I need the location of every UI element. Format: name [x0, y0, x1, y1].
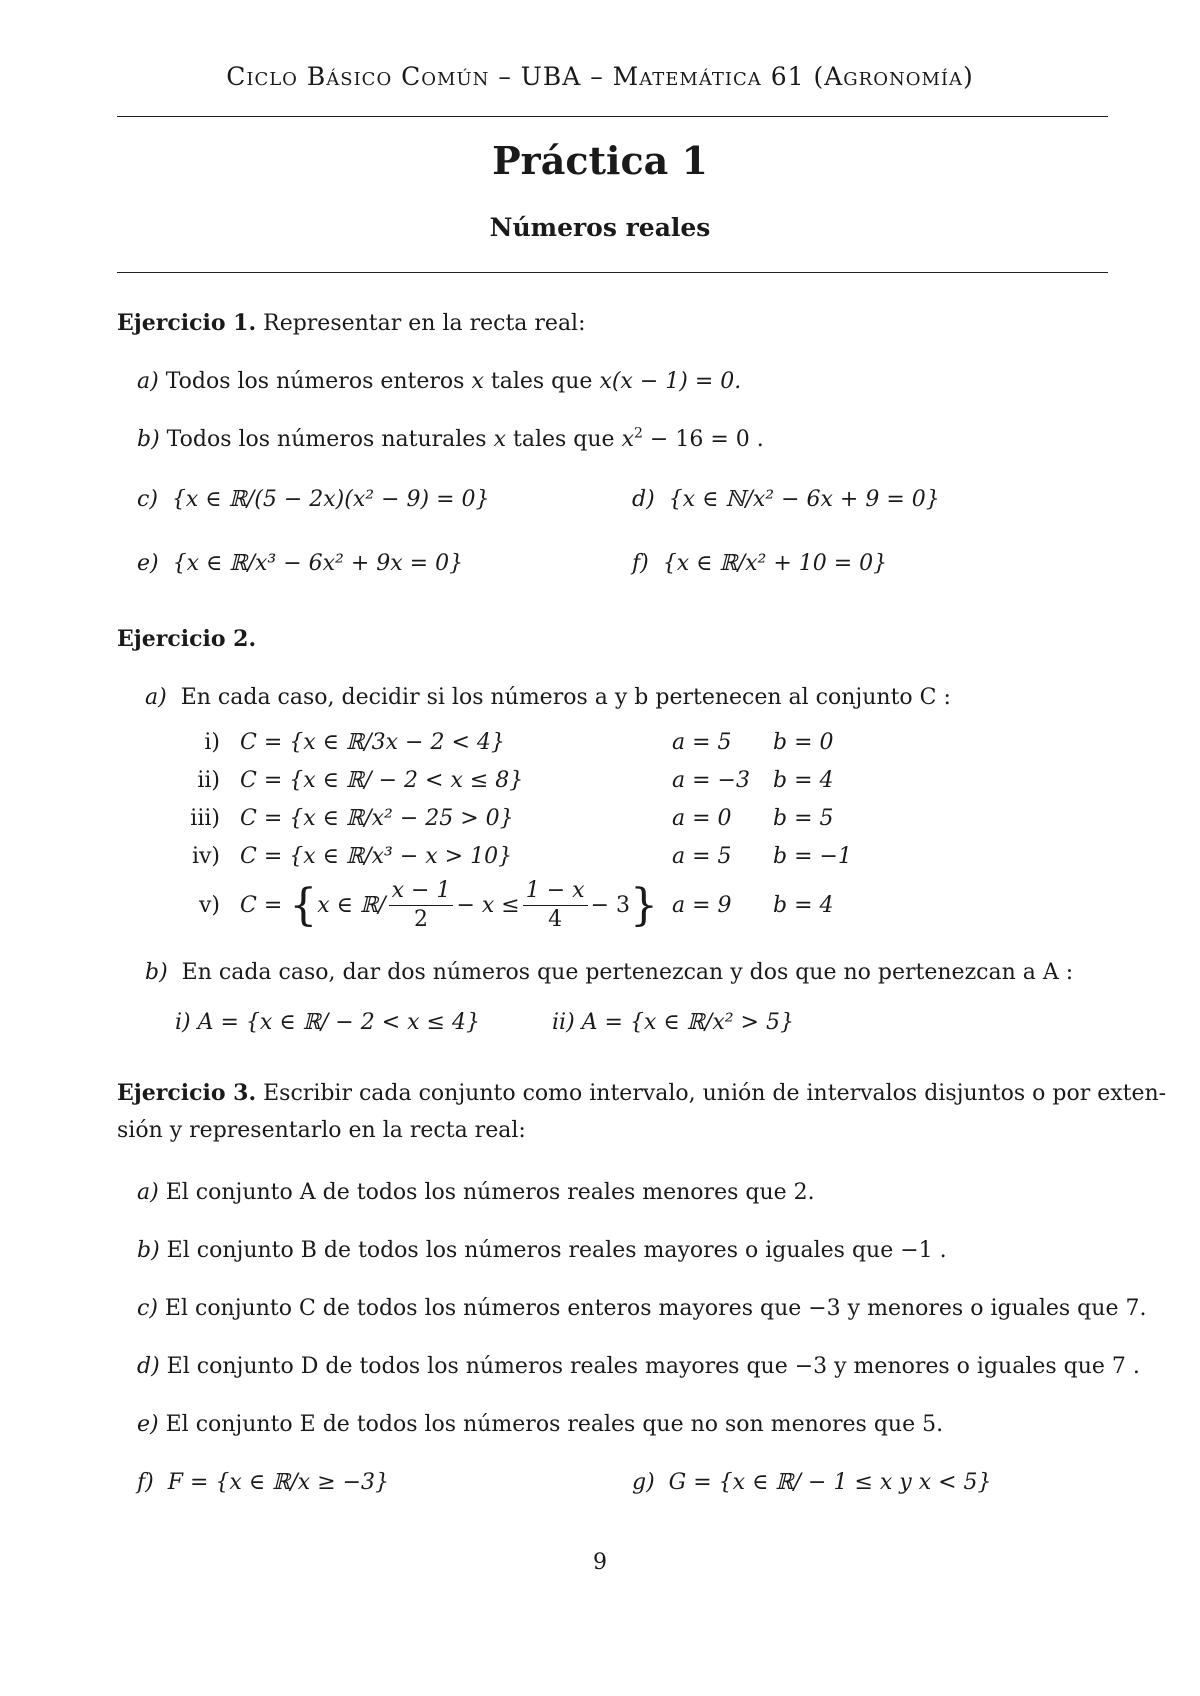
item-label: b): [137, 427, 160, 452]
value-b: b = 0: [773, 730, 834, 755]
page-subtitle: Números reales: [489, 213, 711, 242]
exercise-1-label: Ejercicio 1.: [117, 310, 257, 336]
title-rule: [117, 272, 1108, 273]
fraction: $\frac{x - 1}{2}$: [389, 877, 454, 934]
set-expression: G = {x ∈ ℝ/ − 1 ≤ x y x < 5}: [668, 1470, 992, 1495]
equation: x(x − 1) = 0.: [599, 369, 742, 394]
exercise-3-item-b: b) El conjunto B de todos los números reales mayores o iguales que −1 .: [137, 1238, 947, 1263]
exercise-1-heading: [117, 310, 586, 336]
exercise-3-item-g: g) G = {x ∈ ℝ/ − 1 ≤ x y x < 5}: [632, 1470, 992, 1495]
header-rule: [117, 116, 1108, 117]
exercise-1-item-c: c) {x ∈ ℝ/(5 − 2x)(x² − 9) = 0}: [137, 487, 490, 512]
set-expression-fraction: C = { x ∈ ℝ/ $\frac{x - 1}{2}$ − x ≤ $\frac{1 - x}{4}$ − 3 }: [240, 877, 658, 932]
row-number: ii): [197, 768, 220, 793]
exercise-3-heading: Ejercicio 3. Escribir cada conjunto como intervalo, unión de intervalos disjuntos o por exten-: [117, 1080, 1167, 1106]
exercise-3-item-c: c) El conjunto C de todos los números enteros mayores que −3 y menores o iguales que 7.: [137, 1296, 1147, 1321]
value-a: a = 9: [672, 893, 732, 918]
set-expression: ii) A = {x ∈ ℝ/x² > 5}: [552, 1010, 794, 1035]
page-title: Práctica 1: [492, 138, 708, 183]
exercise-3-item-f: f) F = {x ∈ ℝ/x ≥ −3}: [137, 1470, 390, 1495]
set-expression: C = {x ∈ ℝ/x² − 25 > 0}: [240, 806, 514, 831]
running-header: Ciclo Básico Común – UBA – Matemática 61 (Agronomía): [226, 62, 974, 91]
set-expression: F = {x ∈ ℝ/x ≥ −3}: [167, 1470, 390, 1495]
item-label: a): [137, 369, 159, 394]
exercise-2-item-b: b) En cada caso, dar dos números que pertenezcan y dos que no pertenezcan a A :: [145, 960, 1074, 985]
set-expression: C = {x ∈ ℝ/3x − 2 < 4}: [240, 730, 505, 755]
set-expression: i) A = {x ∈ ℝ/ − 2 < x ≤ 4}: [175, 1010, 480, 1035]
exercise-3-item-a: a) El conjunto A de todos los números reales menores que 2.: [137, 1180, 815, 1205]
value-a: a = −3: [672, 768, 750, 793]
fraction: $\frac{1 - x}{4}$: [523, 877, 588, 934]
set-expression: {x ∈ ℝ/(5 − 2x)(x² − 9) = 0}: [171, 487, 490, 512]
exercise-1-item-e: e) {x ∈ ℝ/x³ − 6x² + 9x = 0}: [137, 551, 464, 576]
value-b: b = 4: [773, 768, 834, 793]
set-expression: C = {x ∈ ℝ/ − 2 < x ≤ 8}: [240, 768, 524, 793]
value-b: b = −1: [773, 844, 852, 869]
page-number: 9: [593, 1550, 607, 1575]
exercise-3-item-e: e) El conjunto E de todos los números reales que no son menores que 5.: [137, 1412, 944, 1437]
exercise-1-item-b: b) Todos los números naturales x tales que $x^2 - 16 = 0$ .: [137, 425, 764, 452]
value-a: a = 5: [672, 844, 732, 869]
exercise-1-item-a: a) Todos los números enteros x tales que x(x − 1) = 0.: [137, 369, 742, 394]
value-a: a = 5: [672, 730, 732, 755]
row-number: iv): [191, 844, 220, 869]
set-expression: C = {x ∈ ℝ/x³ − x > 10}: [240, 844, 513, 869]
exercise-2-item-a: a) En cada caso, decidir si los números a y b pertenecen al conjunto C :: [145, 685, 951, 710]
set-expression: {x ∈ ℝ/x² + 10 = 0}: [662, 551, 888, 576]
exercise-3-label: Ejercicio 3.: [117, 1080, 257, 1106]
exercise-1-item-d: d) {x ∈ ℕ/x² − 6x + 9 = 0}: [632, 487, 940, 512]
exercise-1-intro: Representar en la recta real:: [263, 311, 586, 336]
exercise-1-item-f: f) {x ∈ ℝ/x² + 10 = 0}: [632, 551, 888, 576]
equation: x: [621, 427, 634, 452]
value-a: a = 0: [672, 806, 732, 831]
value-b: b = 5: [773, 806, 834, 831]
row-number: v): [198, 893, 220, 918]
exercise-3-item-d: d) El conjunto D de todos los números reales mayores que −3 y menores o iguales que 7 .: [137, 1354, 1140, 1379]
value-b: b = 4: [773, 893, 834, 918]
row-number: iii): [190, 806, 220, 831]
exercise-2-label: Ejercicio 2.: [117, 626, 257, 652]
set-expression: {x ∈ ℝ/x³ − 6x² + 9x = 0}: [172, 551, 464, 576]
row-number: i): [204, 730, 220, 755]
exercise-3-intro-line2: sión y representarlo en la recta real:: [117, 1118, 526, 1143]
set-expression: {x ∈ ℕ/x² − 6x + 9 = 0}: [668, 487, 940, 512]
